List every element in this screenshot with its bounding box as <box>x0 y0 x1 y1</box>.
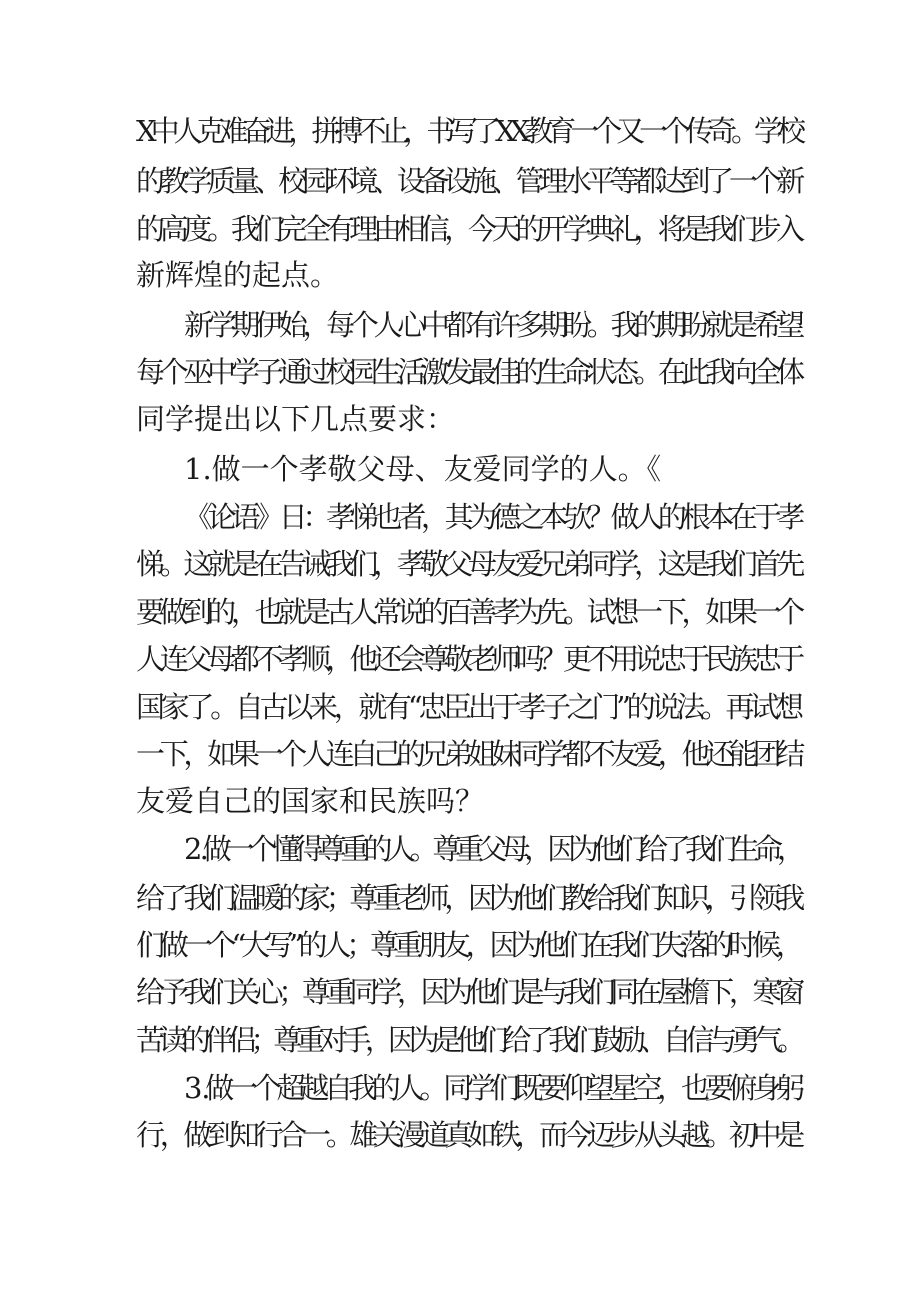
paragraph-line: 新学期伊始，每个人心中都有许多期盼。我的期盼就是希望 <box>184 308 801 342</box>
list-item-heading: 1.做一个孝敬父母、友爱同学的人。《 <box>184 452 662 486</box>
paragraph-line: 人连父母都不孝顺，他还会尊敬老师吗？更不用说忠于民族忠于 <box>136 642 801 676</box>
paragraph-line: 苦读的伴侣；尊重对手，因为是他们给了我们鼓励、自信与勇气。 <box>136 1023 801 1057</box>
paragraph-line: 每个巫中学子通过校园生活激发最佳的生命状态。在此我向全体 <box>136 355 801 389</box>
paragraph-line: 行，做到知行合一。雄关漫道真如铁，而今迈步从头越。初中是 <box>136 1118 801 1152</box>
paragraph-line: 一下，如果一个人连自己的兄弟姐妹同学都不友爱，他还能团结 <box>136 737 801 771</box>
list-item-heading: 3 .做一个超越自我的人。同学们既要仰望星空，也要俯身躬 <box>184 1071 800 1105</box>
paragraph-line: 的高度。我们完全有理由相信，今天的开学典礼，将是我们步入 <box>136 212 801 246</box>
paragraph-line: 给予我们关心；尊重同学，因为他们是与我们同在屋檐下，寒窗 <box>136 975 801 1009</box>
paragraph-line: 们做一个“大写”的人；尊重朋友，因为他们在我们失落的时候， <box>136 928 800 962</box>
paragraph-line: 要做到的，也就是古人常说的百善孝为先。试想一下，如果一个 <box>136 595 801 629</box>
paragraph-line: 《论语》日：孝悌也者，其为德之本欤？做人的根本在于孝 <box>184 500 801 534</box>
paragraph-line: 友爱自己的国家和民族吗？ <box>136 784 485 818</box>
paragraph-line: 国家了。自古以来，就有“忠臣出于孝子之门”的说法。再试想 <box>136 690 800 724</box>
paragraph-line: 同学提出以下几点要求： <box>136 402 456 436</box>
list-item-heading: 2 .做一个懂得尊重的人。尊重父母，因为他们给了我们生命， <box>184 832 800 866</box>
paragraph-line: 悌。这就是在告诫我们，孝敬父母友爱兄弟同学，这是我们首先 <box>136 547 801 581</box>
paragraph-line: 给了我们温暖的家；尊重老师，因为他们教给我们知识，引领我 <box>136 881 801 915</box>
paragraph-line: 的教学质量、校园环境、设备设施、管理水平等都达到了一个新 <box>136 164 801 198</box>
paragraph-line: 新辉煌的起点。 <box>136 258 340 292</box>
paragraph-line: X中人克难奋进，拼搏不止，书写了XX教育一个又一个传奇。学校 <box>136 114 800 148</box>
